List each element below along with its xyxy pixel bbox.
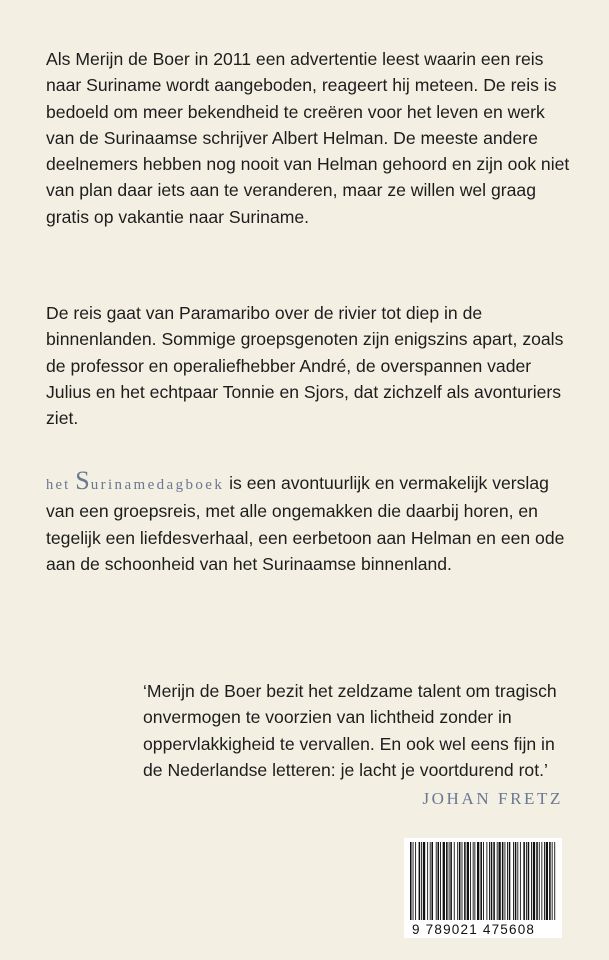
blurb-paragraph-3	[46, 468, 576, 577]
barcode-bar	[541, 842, 542, 920]
barcode-bar	[493, 842, 495, 920]
barcode-bar	[539, 842, 540, 920]
barcode-bar	[509, 842, 511, 920]
quote-author: JOHAN FRETZ	[422, 789, 563, 808]
barcode-bar	[552, 842, 553, 920]
barcode-bar	[520, 842, 521, 920]
barcode-bar	[507, 842, 508, 920]
barcode-bar	[443, 842, 445, 920]
barcode-bar	[498, 842, 500, 920]
blurb-paragraph-1: Als Merijn de Boer in 2011 een advertentie leest waarin een reis naar Suriname wordt aangeboden, reageert hij meteen. De reis is bedoeld om meer bekendheid te creëren voor het leven en werk van de Surinaamse schrijver Albert Helman. De meeste andere deelnemers hebben nog nooit van Helman gehoord en zijn ook niet van plan daar iets aan te veranderen, maar ze willen wel graag gratis op vakantie naar Suriname.	[46, 49, 570, 227]
barcode-bar	[446, 842, 448, 920]
barcode-bar	[513, 842, 514, 920]
book-title	[46, 466, 225, 495]
barcode-bar	[459, 842, 461, 920]
barcode-bar	[450, 842, 452, 920]
barcode-bar	[421, 842, 422, 920]
barcode-bar	[504, 842, 505, 920]
barcode-bar	[427, 842, 428, 920]
barcode-bar	[449, 842, 450, 920]
barcode-bar	[536, 842, 538, 920]
barcode-bar	[470, 842, 471, 920]
barcode-bar	[413, 842, 414, 920]
barcode-bar	[462, 842, 463, 920]
barcode-bar	[489, 842, 490, 920]
barcode-bar	[430, 842, 431, 920]
isbn-number: 9 789021 475608	[412, 922, 536, 937]
blurb-paragraph-2: De reis gaat van Paramaribo over de rivier tot diep in de binnenlanden. Sommige groepsgenoten zijn enigszins apart, zoals de professor en operaliefhebber André, de overspannen vader Julius en het echtpaar Tonnie en Sjors, dat zichzelf als avonturiers ziet.	[46, 303, 564, 429]
barcode-bar	[440, 842, 441, 920]
barcode-bar	[526, 842, 527, 920]
barcode-bar	[419, 842, 421, 920]
isbn-barcode	[404, 838, 562, 938]
barcode-bar	[528, 842, 530, 920]
barcode-bar	[515, 842, 517, 920]
barcode-bar	[517, 842, 518, 920]
review-quote: ‘Merijn de Boer bezit het zeldzame talent om tragisch onvermogen te voorzien van lichtheid zonder in oppervlakkigheid te vervallen. En ook wel eens fijn in de Nederlandse letteren: je lacht je voortdurend rot.’	[143, 681, 557, 780]
blurb-paragraph-3-line1: is een avontuurlijk	[229, 473, 370, 493]
blurb-paragraph-3-rest: en vermakelijk verslag van een groepsreis, met alle ongemakken die daarbij horen, en tegelijk een liefdesverhaal, een eerbetoon aan Helman en een ode aan de schoonheid van het Surinaamse binnenland.	[46, 473, 565, 574]
book-title-rest: urinamedagboek	[90, 477, 225, 493]
barcode-bar	[473, 842, 474, 920]
barcode-bar	[544, 842, 545, 920]
barcode-bar	[467, 842, 469, 920]
barcode-bar	[474, 842, 475, 920]
barcode-bars	[410, 842, 556, 922]
barcode-bar	[554, 842, 555, 920]
barcode-bar	[431, 842, 433, 920]
barcode-bar	[546, 842, 548, 920]
barcode-bar	[477, 842, 479, 920]
barcode-bar	[415, 842, 416, 920]
barcode-bar	[502, 842, 504, 920]
barcode-bar	[483, 842, 484, 920]
barcode-bar	[491, 842, 493, 920]
barcode-bar	[523, 842, 525, 920]
barcode-bar	[410, 842, 412, 920]
barcode-bar	[486, 842, 487, 920]
barcode-bar	[437, 842, 439, 920]
barcode-bar	[423, 842, 425, 920]
barcode-bar	[436, 842, 437, 920]
book-title-prefix: het	[46, 477, 71, 493]
barcode-bar	[457, 842, 458, 920]
barcode-bar	[497, 842, 498, 920]
barcode-bar	[454, 842, 455, 920]
barcode-bar	[464, 842, 466, 920]
barcode-bar	[480, 842, 482, 920]
barcode-bar	[549, 842, 551, 920]
barcode-bar	[531, 842, 532, 920]
barcode-bar	[533, 842, 535, 920]
book-title-initial: S	[75, 466, 91, 495]
